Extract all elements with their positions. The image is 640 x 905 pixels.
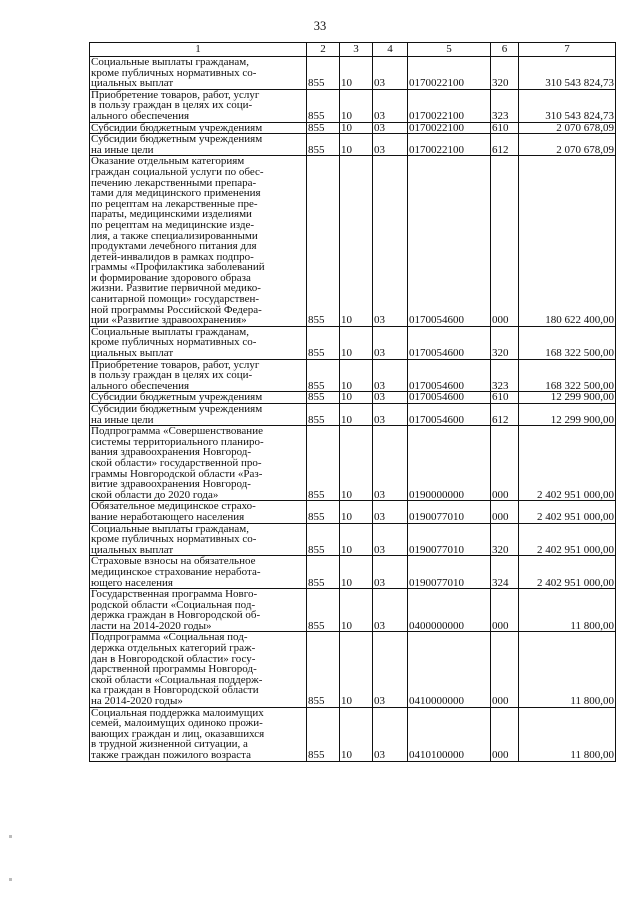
column-header: 6 (491, 43, 519, 57)
admin-code-cell: 855 (307, 359, 340, 392)
subsection-code-cell: 03 (373, 426, 408, 501)
subsection-code-cell: 03 (373, 134, 408, 156)
amount-cell: 168 322 500,00 (519, 326, 616, 359)
row-name-cell: Социальные выплаты гражданам, кроме публичных нормативных со- циальных выплат (90, 57, 307, 90)
row-name-cell: Социальная поддержка малоимущих семей, малоимущих одиноко прожи- вающих граждан и лиц, оказавшихся в трудной жизненной ситуации, а также граждан пожилого возраста (90, 707, 307, 761)
expense-type-cell: 320 (491, 326, 519, 359)
column-header: 5 (408, 43, 491, 57)
section-code-cell: 10 (340, 326, 373, 359)
target-article-cell: 0170054600 (408, 404, 491, 426)
column-header: 2 (307, 43, 340, 57)
column-header: 7 (519, 43, 616, 57)
admin-code-cell: 855 (307, 707, 340, 761)
expense-type-cell: 323 (491, 89, 519, 122)
expense-type-cell: 320 (491, 57, 519, 90)
target-article-cell: 0410000000 (408, 632, 491, 707)
table-row (90, 57, 616, 90)
admin-code-cell: 855 (307, 556, 340, 589)
admin-code-cell: 855 (307, 57, 340, 90)
column-header: 3 (340, 43, 373, 57)
scan-edge-mark (9, 835, 12, 838)
expense-type-cell: 000 (491, 501, 519, 523)
row-name-cell: Приобретение товаров, работ, услуг в пользу граждан в целях их соци- ального обеспечения (90, 89, 307, 122)
target-article-cell: 0170022100 (408, 57, 491, 90)
section-code-cell: 10 (340, 404, 373, 426)
section-code-cell: 10 (340, 89, 373, 122)
amount-cell: 2 402 951 000,00 (519, 501, 616, 523)
row-name-cell: Социальные выплаты гражданам, кроме публичных нормативных со- циальных выплат (90, 523, 307, 556)
section-code-cell: 10 (340, 134, 373, 156)
section-code-cell: 10 (340, 589, 373, 632)
amount-cell: 12 299 900,00 (519, 392, 616, 404)
expense-type-cell: 612 (491, 134, 519, 156)
section-code-cell: 10 (340, 523, 373, 556)
table-row (90, 523, 616, 556)
target-article-cell: 0190077010 (408, 501, 491, 523)
section-code-cell: 10 (340, 556, 373, 589)
expense-type-cell: 000 (491, 589, 519, 632)
amount-cell: 310 543 824,73 (519, 89, 616, 122)
table-row (90, 632, 616, 707)
amount-cell: 2 402 951 000,00 (519, 523, 616, 556)
admin-code-cell: 855 (307, 122, 340, 134)
target-article-cell: 0170054600 (408, 326, 491, 359)
amount-cell: 310 543 824,73 (519, 57, 616, 90)
amount-cell: 2 402 951 000,00 (519, 426, 616, 501)
scan-edge-mark (9, 878, 12, 881)
target-article-cell: 0400000000 (408, 589, 491, 632)
budget-table (89, 42, 616, 762)
table-row (90, 359, 616, 392)
subsection-code-cell: 03 (373, 89, 408, 122)
subsection-code-cell: 03 (373, 589, 408, 632)
subsection-code-cell: 03 (373, 122, 408, 134)
admin-code-cell: 855 (307, 523, 340, 556)
amount-cell: 11 800,00 (519, 632, 616, 707)
expense-type-cell: 323 (491, 359, 519, 392)
target-article-cell: 0170054600 (408, 392, 491, 404)
target-article-cell: 0190000000 (408, 426, 491, 501)
table-row (90, 556, 616, 589)
row-name-cell: Подпрограмма «Совершенствование системы территориального планиро- вания здравоохранения Новгород- ской области» государственной про- граммы Новгородской области «Раз- витие здравоохранения Новгород- ской области до 2020 года» (90, 426, 307, 501)
table-row (90, 156, 616, 327)
amount-cell: 168 322 500,00 (519, 359, 616, 392)
subsection-code-cell: 03 (373, 404, 408, 426)
admin-code-cell: 855 (307, 632, 340, 707)
expense-type-cell: 612 (491, 404, 519, 426)
section-code-cell: 10 (340, 501, 373, 523)
amount-cell: 2 402 951 000,00 (519, 556, 616, 589)
page-number: 33 (313, 19, 327, 33)
table-row (90, 134, 616, 156)
section-code-cell: 10 (340, 426, 373, 501)
subsection-code-cell: 03 (373, 707, 408, 761)
admin-code-cell: 855 (307, 134, 340, 156)
admin-code-cell: 855 (307, 501, 340, 523)
section-code-cell: 10 (340, 122, 373, 134)
subsection-code-cell: 03 (373, 392, 408, 404)
row-name-cell: Социальные выплаты гражданам, кроме публичных нормативных со- циальных выплат (90, 326, 307, 359)
target-article-cell: 0170022100 (408, 89, 491, 122)
target-article-cell: 0170054600 (408, 156, 491, 327)
row-name-cell: Подпрограмма «Социальная под- держка отдельных категорий граж- дан в Новгородской области» госу- дарственной программы Новгород- ской области «Социальная поддерж- ка граждан в Новгородской области на 2014-2020 годы» (90, 632, 307, 707)
subsection-code-cell: 03 (373, 359, 408, 392)
expense-type-cell: 000 (491, 632, 519, 707)
row-name-cell: Государственная программа Новго- родской области «Социальная под- держка граждан в Новгородской об- ласти на 2014-2020 годы» (90, 589, 307, 632)
expense-type-cell: 320 (491, 523, 519, 556)
amount-cell: 2 070 678,09 (519, 134, 616, 156)
target-article-cell: 0170054600 (408, 359, 491, 392)
expense-type-cell: 610 (491, 122, 519, 134)
table-row (90, 122, 616, 134)
row-name-cell: Обязательное медицинское страхо- вание неработающего населения (90, 501, 307, 523)
expense-type-cell: 000 (491, 156, 519, 327)
target-article-cell: 0190077010 (408, 523, 491, 556)
admin-code-cell: 855 (307, 326, 340, 359)
amount-cell: 11 800,00 (519, 707, 616, 761)
expense-type-cell: 000 (491, 426, 519, 501)
admin-code-cell: 855 (307, 392, 340, 404)
target-article-cell: 0190077010 (408, 556, 491, 589)
admin-code-cell: 855 (307, 426, 340, 501)
admin-code-cell: 855 (307, 589, 340, 632)
subsection-code-cell: 03 (373, 501, 408, 523)
subsection-code-cell: 03 (373, 632, 408, 707)
table-row (90, 404, 616, 426)
table-row (90, 501, 616, 523)
row-name-cell: Приобретение товаров, работ, услуг в пользу граждан в целях их соци- ального обеспечения (90, 359, 307, 392)
target-article-cell: 0170022100 (408, 134, 491, 156)
section-code-cell: 10 (340, 156, 373, 327)
column-header: 1 (90, 43, 307, 57)
column-header: 4 (373, 43, 408, 57)
subsection-code-cell: 03 (373, 57, 408, 90)
table-row (90, 707, 616, 761)
subsection-code-cell: 03 (373, 523, 408, 556)
table-row (90, 326, 616, 359)
row-name-cell: Субсидии бюджетным учреждениям на иные цели (90, 134, 307, 156)
table-row (90, 426, 616, 501)
section-code-cell: 10 (340, 359, 373, 392)
row-name-cell: Субсидии бюджетным учреждениям на иные цели (90, 404, 307, 426)
amount-cell: 11 800,00 (519, 589, 616, 632)
row-name-cell: Субсидии бюджетным учреждениям (90, 392, 307, 404)
amount-cell: 180 622 400,00 (519, 156, 616, 327)
subsection-code-cell: 03 (373, 156, 408, 327)
admin-code-cell: 855 (307, 404, 340, 426)
amount-cell: 12 299 900,00 (519, 404, 616, 426)
header-row (90, 43, 616, 57)
expense-type-cell: 610 (491, 392, 519, 404)
section-code-cell: 10 (340, 57, 373, 90)
section-code-cell: 10 (340, 392, 373, 404)
table-row (90, 392, 616, 404)
amount-cell: 2 070 678,09 (519, 122, 616, 134)
expense-type-cell: 000 (491, 707, 519, 761)
target-article-cell: 0170022100 (408, 122, 491, 134)
expense-type-cell: 324 (491, 556, 519, 589)
row-name-cell: Субсидии бюджетным учреждениям (90, 122, 307, 134)
section-code-cell: 10 (340, 707, 373, 761)
subsection-code-cell: 03 (373, 326, 408, 359)
target-article-cell: 0410100000 (408, 707, 491, 761)
section-code-cell: 10 (340, 632, 373, 707)
subsection-code-cell: 03 (373, 556, 408, 589)
admin-code-cell: 855 (307, 89, 340, 122)
row-name-cell: Оказание отдельным категориям граждан социальной услуги по обес- печению лекарственными препара- тами для медицинского применения по рецептам на лекарственные пре- параты, медицинскими изделиями по рецептам на медицинские изде- лия, а также специализированными продуктами лечебного питания для детей-инвалидов в рамках подпро- граммы «Профилактика заболеваний и формирование здорового образа жизни. Развитие первичной медико- санитарной помощи» государствен- ной программы Российской Федера- ции «Развитие здравоохранения» (90, 156, 307, 327)
row-name-cell: Страховые взносы на обязательное медицинское страхование неработа- ющего населения (90, 556, 307, 589)
table-row (90, 589, 616, 632)
admin-code-cell: 855 (307, 156, 340, 327)
table-row (90, 89, 616, 122)
